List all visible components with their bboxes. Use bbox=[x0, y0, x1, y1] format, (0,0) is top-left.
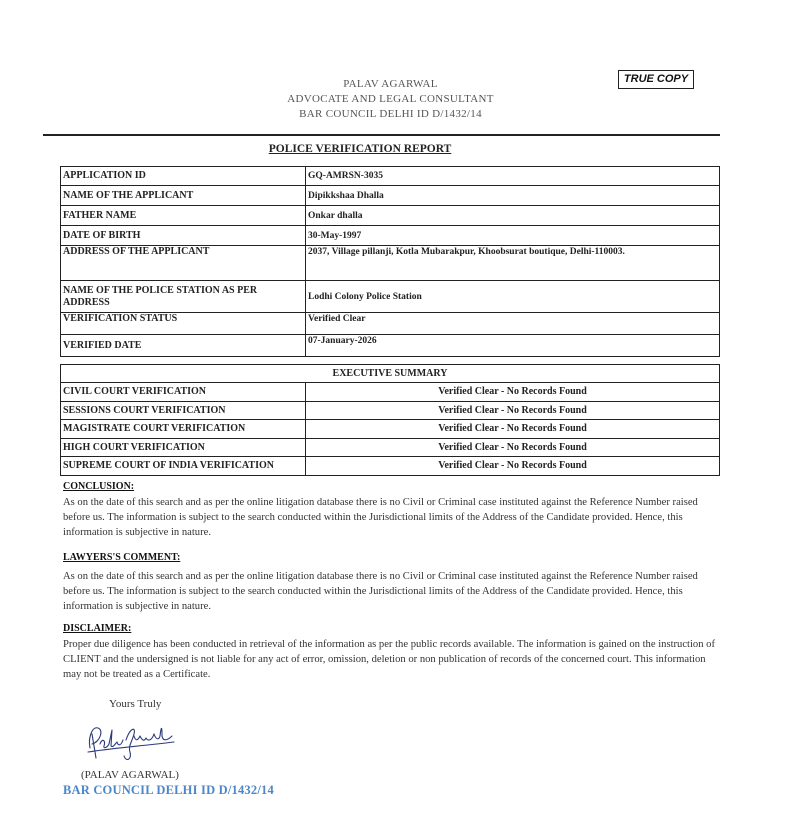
detail-label: NAME OF THE POLICE STATION AS PER ADDRESS bbox=[61, 281, 306, 313]
report-title: POLICE VERIFICATION REPORT bbox=[268, 143, 452, 155]
summary-value: Verified Clear - No Records Found bbox=[306, 402, 720, 420]
table-row bbox=[61, 281, 720, 313]
disclaimer-text: Proper due diligence has been conducted in retrieval of the information as per the public records available. The information is gained on the instruction of CLIENT and the undersigned is not liable for any act of error, omission, deletion or non publication of records of the concerned court. This information may not be treated as a Certificate. bbox=[63, 639, 715, 680]
disclaimer-heading: DISCLAIMER: bbox=[63, 623, 132, 634]
summary-value: Verified Clear - No Records Found bbox=[306, 457, 720, 476]
summary-label: CIVIL COURT VERIFICATION bbox=[61, 383, 306, 402]
lawyers-comment-heading: LAWYERS'S COMMENT: bbox=[63, 552, 181, 563]
detail-value: Dipikkshaa Dhalla bbox=[306, 186, 720, 206]
summary-label: SESSIONS COURT VERIFICATION bbox=[61, 402, 306, 420]
detail-label: FATHER NAME bbox=[61, 206, 306, 226]
summary-label: SUPREME COURT OF INDIA VERIFICATION bbox=[61, 457, 306, 476]
executive-summary-heading: EXECUTIVE SUMMARY bbox=[61, 365, 720, 383]
table-row bbox=[61, 313, 720, 335]
signatory-name: (PALAV AGARWAL) bbox=[81, 769, 179, 781]
signatory-council-id: BAR COUNCIL DELHI ID D/1432/14 bbox=[63, 783, 274, 797]
advocate-name: PALAV AGARWAL bbox=[343, 78, 438, 90]
detail-value: Lodhi Colony Police Station bbox=[306, 281, 720, 313]
summary-value: Verified Clear - No Records Found bbox=[306, 439, 720, 457]
applicant-details-table bbox=[60, 166, 720, 357]
table-row bbox=[61, 457, 720, 476]
executive-summary-table bbox=[60, 364, 720, 476]
table-header-row bbox=[61, 365, 720, 383]
detail-value: GQ-AMRSN-3035 bbox=[306, 167, 720, 186]
table-row bbox=[61, 335, 720, 357]
closing-text: Yours Truly bbox=[109, 698, 162, 710]
summary-label: MAGISTRATE COURT VERIFICATION bbox=[61, 420, 306, 439]
table-row bbox=[61, 402, 720, 420]
table-row bbox=[61, 383, 720, 402]
detail-label: VERIFICATION STATUS bbox=[61, 313, 306, 335]
detail-label: APPLICATION ID bbox=[61, 167, 306, 186]
advocate-council-id: BAR COUNCIL DELHI ID D/1432/14 bbox=[299, 108, 482, 120]
table-row bbox=[61, 167, 720, 186]
table-row bbox=[61, 186, 720, 206]
handwritten-signature bbox=[82, 718, 182, 768]
conclusion-text: As on the date of this search and as per the online litigation database there is no Civil or Criminal case instituted against the Reference Number raised before us. The information is subject to the search conducted within the Jurisdictional limits of the Address of the Candidate provided. Hence, this information is subjective in nature. bbox=[63, 497, 698, 538]
table-row bbox=[61, 246, 720, 281]
detail-value: Onkar dhalla bbox=[306, 206, 720, 226]
table-row bbox=[61, 206, 720, 226]
summary-value: Verified Clear - No Records Found bbox=[306, 420, 720, 439]
header-divider bbox=[43, 134, 720, 136]
detail-label: VERIFIED DATE bbox=[61, 335, 306, 357]
detail-label: ADDRESS OF THE APPLICANT bbox=[61, 246, 306, 281]
table-row bbox=[61, 226, 720, 246]
summary-label: HIGH COURT VERIFICATION bbox=[61, 439, 306, 457]
table-row bbox=[61, 420, 720, 439]
true-copy-stamp: TRUE COPY bbox=[618, 70, 694, 89]
detail-value: 07-January-2026 bbox=[306, 335, 720, 357]
conclusion-heading: CONCLUSION: bbox=[63, 481, 135, 492]
detail-label: DATE OF BIRTH bbox=[61, 226, 306, 246]
advocate-role: ADVOCATE AND LEGAL CONSULTANT bbox=[287, 93, 494, 105]
detail-value: 30-May-1997 bbox=[306, 226, 720, 246]
summary-value: Verified Clear - No Records Found bbox=[306, 383, 720, 402]
lawyers-comment-text: As on the date of this search and as per the online litigation database there is no Civil or Criminal case instituted against the Reference Number raised before us. The information is subject to the search conducted within the Jurisdictional limits of the Address of the Candidate provided. Hence, this information is subjective in nature. bbox=[63, 571, 698, 612]
detail-value: 2037, Village pillanji, Kotla Mubarakpur, Khoobsurat boutique, Delhi-110003. bbox=[306, 246, 720, 281]
detail-label: NAME OF THE APPLICANT bbox=[61, 186, 306, 206]
table-row bbox=[61, 439, 720, 457]
detail-value: Verified Clear bbox=[306, 313, 720, 335]
